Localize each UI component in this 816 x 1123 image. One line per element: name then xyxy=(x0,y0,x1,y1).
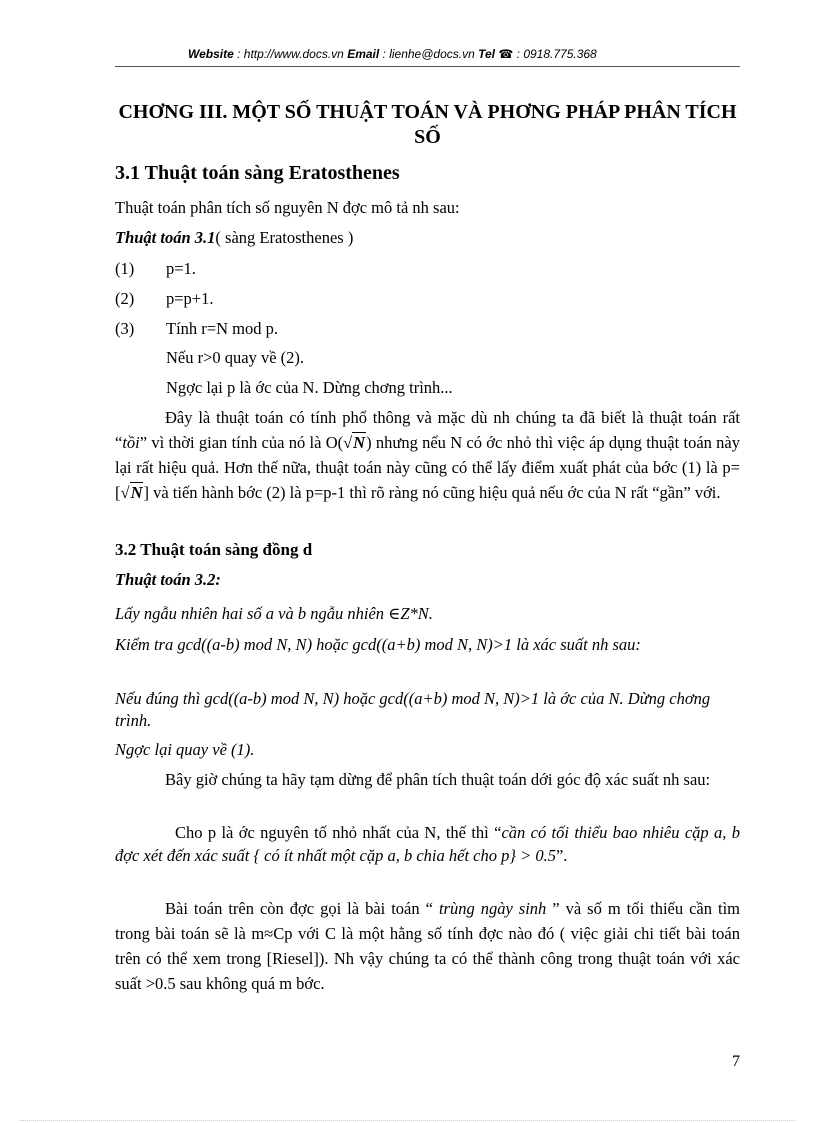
para1-text-c: ) nhưng nếu N có ớc nhỏ thì việc áp dụng thuật toán này lại rất hiệu quả. Hơn thế nữa, thuật toán này cũng có thể lấy điểm xuất phát của bớc (1) là p=[ xyxy=(115,433,741,502)
phone-icon: ☎ xyxy=(498,47,514,61)
step-number: (2) xyxy=(115,289,135,308)
algo-3-2-line1: Lấy ngẫu nhiên hai số a và b ngẫu nhiên ∈Z*N. xyxy=(115,604,433,623)
section-1-intro: Thuật toán phân tích số nguyên N đợc mô tả nh sau: xyxy=(115,198,460,217)
website-value[interactable]: : http://www.docs.vn xyxy=(233,47,348,61)
step-text: Tính r=N mod p. xyxy=(166,319,278,338)
header-divider xyxy=(115,66,740,67)
step-number: (1) xyxy=(115,259,135,278)
para4-italic: trùng ngày sinh xyxy=(438,899,547,918)
footer-divider xyxy=(20,1120,796,1121)
para3-italic: cần có tối thiểu bao nhiêu cặp a, b đợc xét đến xác suất { có ít nhất một cặp a, b chia hết cho p} > 0.5 xyxy=(115,823,740,865)
algo-3-1-label: Thuật toán 3.1 xyxy=(115,228,216,247)
tel-value: : 0918.775.368 xyxy=(513,47,597,61)
chapter-title: CHƠNG III. MỘT SỐ THUẬT TOÁN VÀ PHƠNG PHÁP PHÂN TÍCH SỐ xyxy=(118,101,737,148)
sqrt-var: N xyxy=(130,483,143,502)
step-3-else: Ngợc lại p là ớc của N. Dừng chơng trình... xyxy=(166,378,453,397)
section-2-paragraph-2 xyxy=(115,821,740,867)
email-value[interactable]: : lienhe@docs.vn xyxy=(379,47,479,61)
page-header xyxy=(188,47,668,61)
algo-3-2-line4: Ngợc lại quay về (1). xyxy=(115,740,255,759)
para1-text-b: ” vì thời gian tính của nó là O( xyxy=(139,433,344,452)
page-number: 7 xyxy=(732,1053,740,1070)
step-number: (3) xyxy=(115,319,135,338)
para1-toi: tồi xyxy=(122,433,140,452)
para1-text-d: ] và tiến hành bớc (2) là p=p-1 thì rõ ràng nó cũng hiệu quả nếu ớc của N rất “gần” với. xyxy=(143,483,721,502)
algo-3-1-title xyxy=(115,228,353,248)
section-1-paragraph xyxy=(115,405,740,505)
sqrt-symbol: √ xyxy=(343,433,353,452)
sqrt-var: N xyxy=(353,433,366,452)
algo-3-2-label: Thuật toán 3.2: xyxy=(115,570,221,589)
sqrt-symbol: √ xyxy=(120,483,130,502)
section-2-paragraph-3 xyxy=(115,896,740,996)
para3-text-a: Cho p là ớc nguyên tố nhỏ nhất của N, thế thì “ xyxy=(175,823,502,842)
section-heading-3-2: 3.2 Thuật toán sàng đồng d xyxy=(115,540,313,559)
step-text: p=p+1. xyxy=(166,289,214,308)
algo-3-1-note: ( sàng Eratosthenes ) xyxy=(215,228,354,247)
algo-3-2-line2: Kiểm tra gcd((a-b) mod N, N) hoặc gcd((a+b) mod N, N)>1 là xác suất nh sau: xyxy=(115,635,641,654)
section-heading-3-1: 3.1 Thuật toán sàng Eratosthenes xyxy=(115,162,400,184)
para3-text-c: ”. xyxy=(555,846,568,865)
email-label: Email xyxy=(347,47,380,61)
para4-text-c: ” và số m tối thiểu cần tìm trong bài toán sẽ là m≈Cp với C là một hằng số tính đợc nào đó ( việc giải chi tiết bài toán trên có thể xem trong [Riesel]). Nh vậy chúng ta có thể thành công trong thuật toán với xác suất >0.5 sau không quá m bớc. xyxy=(115,899,740,993)
tel-label: Tel xyxy=(478,47,496,61)
para1-text-a: Đây là thuật toán có tính phổ thông và mặc dù nh chúng ta đã biết là thuật toán rất “ xyxy=(115,408,740,452)
step-text: p=1. xyxy=(166,259,196,278)
step-3-if: Nếu r>0 quay về (2). xyxy=(166,348,305,367)
website-label: Website xyxy=(188,47,234,61)
para4-text-a: Bài toán trên còn đợc gọi là bài toán “ xyxy=(165,899,439,918)
section-2-paragraph-1: Bây giờ chúng ta hãy tạm dừng để phân tích thuật toán dới góc độ xác suất nh sau: xyxy=(165,770,711,789)
algo-3-2-line3: Nếu đúng thì gcd((a-b) mod N, N) hoặc gcd((a+b) mod N, N)>1 là ớc của N. Dừng chơng trình. xyxy=(115,689,711,730)
